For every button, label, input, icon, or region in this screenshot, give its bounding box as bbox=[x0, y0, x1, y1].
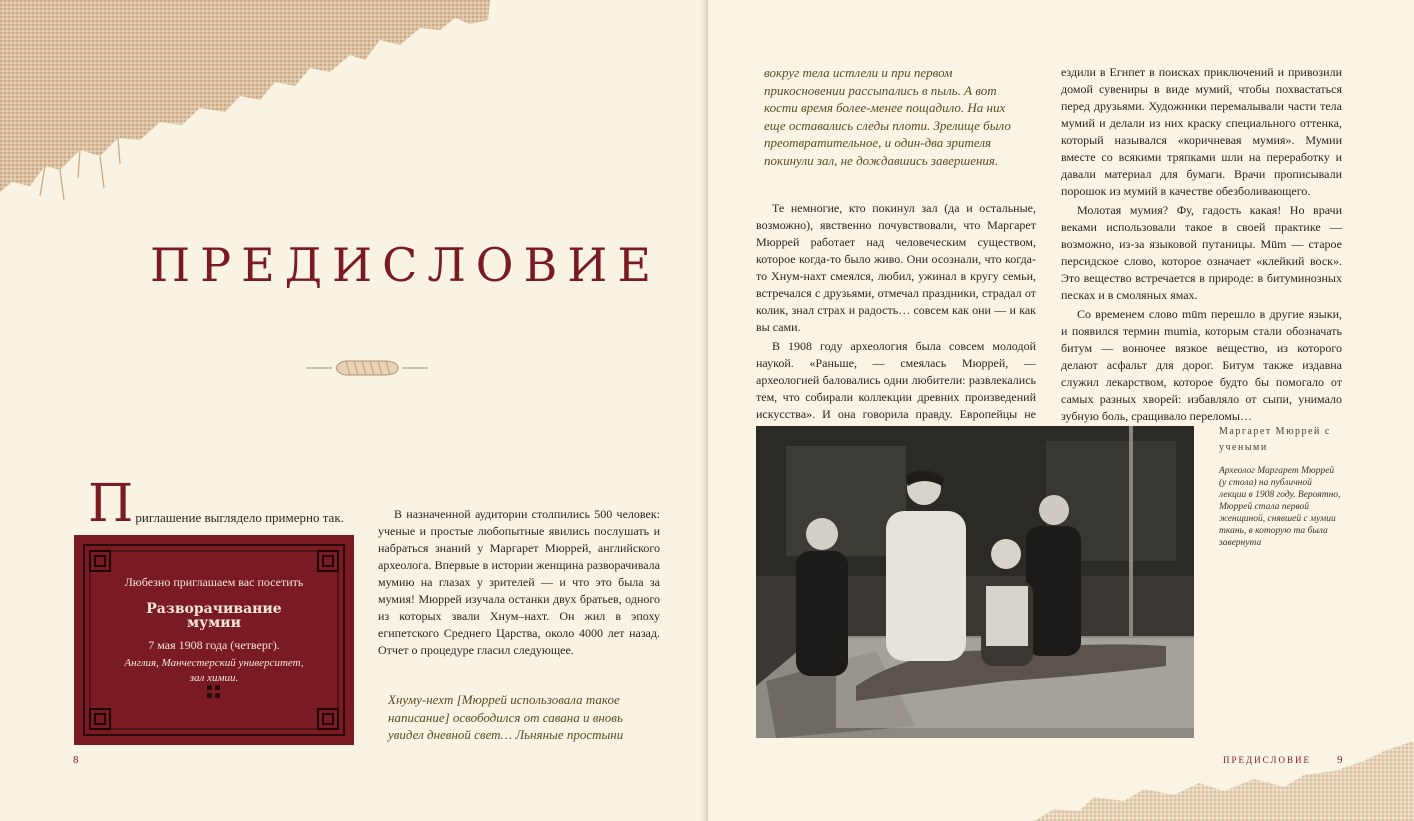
left-body-column bbox=[378, 506, 660, 659]
report-quote-continued: вокруг тела истлели и при первом прикосновении рассыпались в пыль. А вот кости время более-менее пощадило. На них еще оставались следы плоти. Зрелище было преотвратительное, и один-два зрителя покинули зал, не дождавшись завершения. bbox=[764, 65, 1011, 168]
body-paragraph: Со временем слово mūm перешло в другие языки, и появился термин mumia, которым стали обозначать битум — вонючее вязкое вещество, из которого делают асфальт для дорог. Битум также издавна служил лекарством, которое будто бы помогало от самых разных хворей: избавляло от сыпи, унимало зубную боль, сращивало переломы… bbox=[1061, 307, 1342, 423]
invitation-title: Разворачивание мумии bbox=[146, 601, 282, 631]
intro-sentence bbox=[88, 474, 348, 534]
page-number-right: 9 bbox=[1337, 754, 1343, 766]
invitation-place: Англия, Манчестерский университет, зал химии. bbox=[124, 657, 304, 684]
linen-cloth-illustration bbox=[0, 0, 490, 210]
intro-text: риглашение выглядело примерно так. bbox=[135, 510, 344, 525]
left-page bbox=[0, 0, 706, 821]
photo-caption-body: Археолог Маргарет Мюррей (у стола) на публичной лекции в 1908 году. Вероятно, Мюррей стала первой женщиной, снявшей с мумии ткань, в которую та была завернута bbox=[1219, 466, 1341, 548]
invitation-card bbox=[74, 535, 354, 745]
invitation-text bbox=[74, 575, 354, 686]
right-body-column-2 bbox=[1061, 64, 1342, 425]
body-paragraph: Те немногие, кто покинул зал (да и остальные, возможно), явственно почувствовали, что Маргарет Мюррей работает над человеческим существом, которое когда-то было живо. Они осознали, что когда-то Хнум-нахт смеялся, любил, ужинал в кругу семьи, встречался с друзьями, отмечал праздники, страдал от колик, знал страх и радость… совсем как они — и как вы сами. bbox=[756, 201, 1036, 334]
page-number-left: 8 bbox=[73, 754, 79, 766]
right-body-column-1 bbox=[756, 200, 1036, 440]
body-paragraph: В назначенной аудитории столпились 500 человек: ученые и простые любопытные явились послушать и набраться знаний у Маргарет Мюррей, английского археолога. Впервые в истории женщина разворачивала мумию на глазах у зрителей — и что это была за мумия! Мюррей изучала останки двух братьев, одного из которых звали Хнум–нахт. Он жил в эпоху египетского Среднего Царства, около 4000 лет назад. Отчет о процедуре гласил следующее. bbox=[378, 507, 660, 657]
body-paragraph: Молотая мумия? Фу, гадость какая! Но врачи веками использовали такое в своей практике — возможно, из-за языковой путаницы. Mūm — старое персидское слово, которое означает «клейкий воск». Это вещество встречается в природе: в битуминозных песках и в смоляных ямах. bbox=[1061, 203, 1342, 302]
photo-caption-title: Маргарет Мюррей с учеными bbox=[1219, 426, 1331, 453]
chapter-title: ПРЕДИСЛОВИЕ bbox=[150, 238, 661, 292]
invitation-line: Любезно приглашаем вас посетить bbox=[124, 575, 304, 589]
drop-cap: П bbox=[88, 474, 134, 534]
historical-photo bbox=[756, 426, 1194, 738]
body-paragraph: В 1908 году археология была совсем молодой наукой. «Раньше, — смеялась Мюррей, — археологией баловались одни любители: развлекались тем, что собирали коллекции древних произведений искусства». И она говорила правду. Европейцы не bbox=[756, 339, 1036, 421]
invitation-date: 7 мая 1908 года (четверг). bbox=[148, 638, 280, 652]
report-quote: Хнуму-нехт [Мюррей использовала такое написание] освободился от савана и вновь увидел дневной свет… Льняные простыни bbox=[388, 692, 624, 742]
running-head: ПРЕДИСЛОВИЕ bbox=[1223, 755, 1312, 765]
linen-cloth-illustration-bottom bbox=[1034, 731, 1414, 821]
body-paragraph: ездили в Египет в поисках приключений и привозили домой сувениры в виде мумий, чтобы похвастаться перед друзьями. Художники перемалывали части тела мумий и делали из них краску специального оттенка, который назывался «коричневая мумия». Мумии вместе со всякими тряпками шли на переработку и давали материал для бумаги. Врачи прописывали порошок из мумий в качестве обезболивающего. bbox=[1061, 65, 1342, 198]
wrapped-mummy-ornament-icon bbox=[306, 356, 428, 380]
